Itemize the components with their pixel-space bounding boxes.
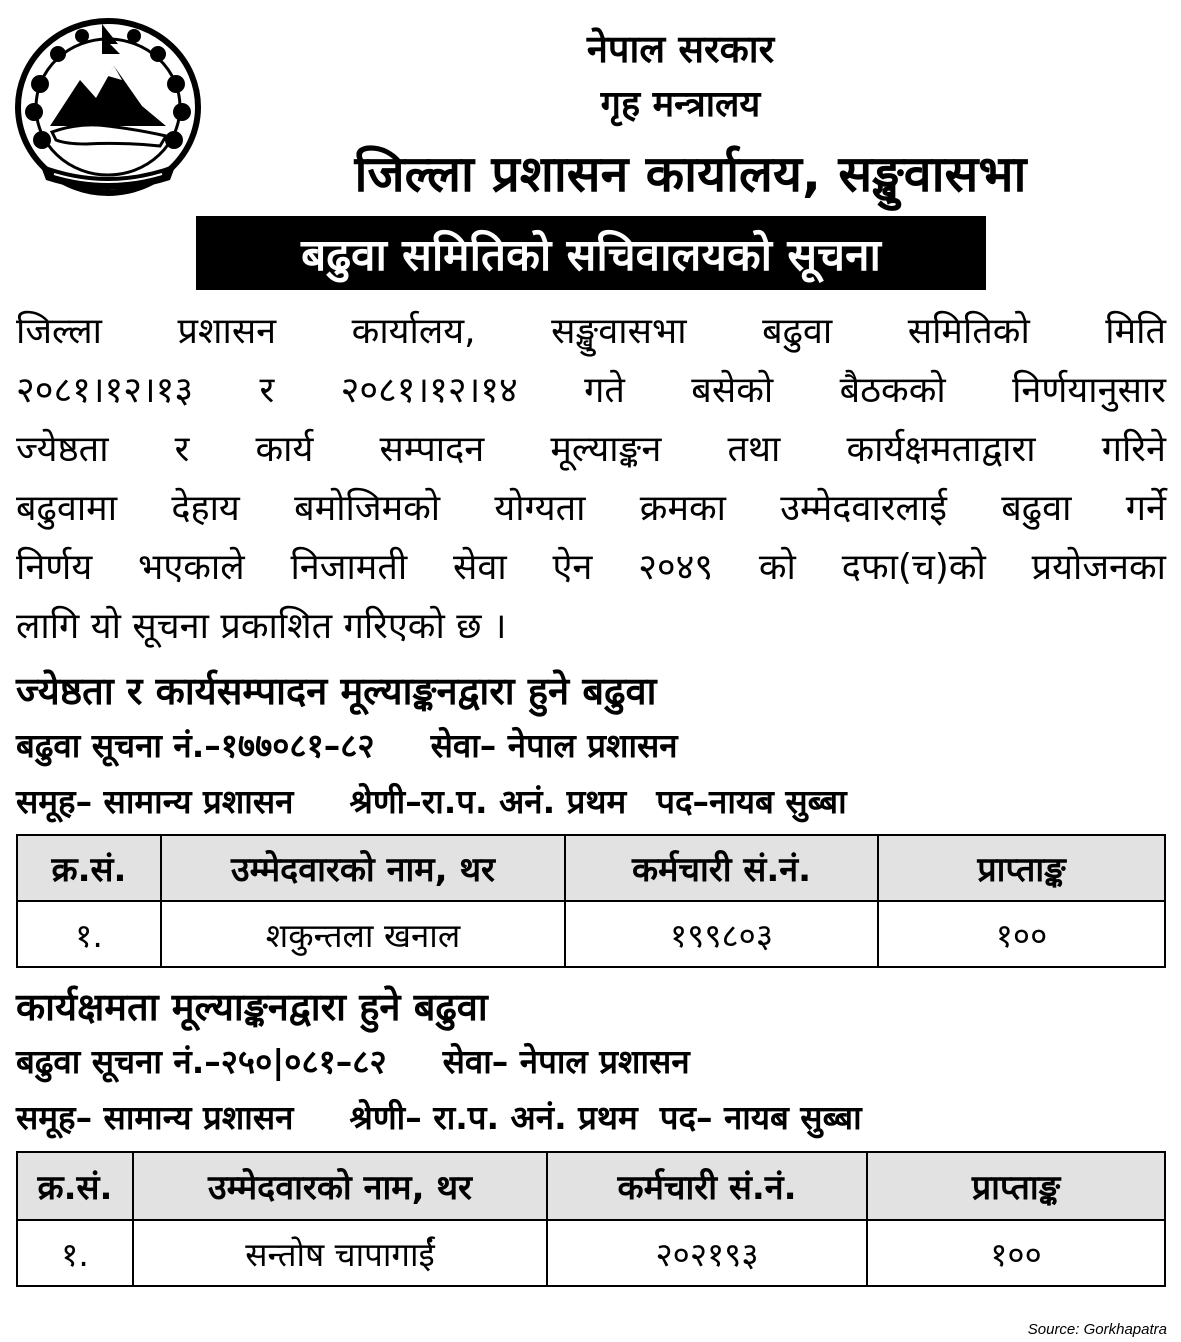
cell-employee-id: १९९८०३ xyxy=(565,901,878,967)
section2-post: पद– नायब सुब्बा xyxy=(659,1098,862,1137)
ministry-name: गृह मन्त्रालय xyxy=(600,84,761,125)
body-line: ज्येष्ठता र कार्य सम्पादन मूल्याङ्कन तथा कार्यक्षमताद्वारा गरिने xyxy=(16,429,1166,470)
office-name: जिल्ला प्रशासन कार्यालय, सङ्खुवासभा xyxy=(354,145,1027,203)
table-row xyxy=(17,901,1165,967)
table-row xyxy=(17,1220,1165,1286)
notice-body xyxy=(16,302,1166,656)
body-line: २०८१।१२।१३ र २०८१।१२।१४ गते बसेको बैठकको निर्णयानुसार xyxy=(16,370,1166,411)
cell-serial: १. xyxy=(17,1220,133,1286)
section1-class: श्रेणी–रा.प. अनं. प्रथम xyxy=(349,782,627,821)
body-line: बढुवामा देहाय बमोजिमको योग्यता क्रमका उम्मेदवारलाई बढुवा गर्ने xyxy=(16,488,1166,529)
cell-marks: १०० xyxy=(867,1220,1165,1286)
cell-marks: १०० xyxy=(878,901,1165,967)
body-line: निर्णय भएकाले निजामती सेवा ऐन २०४९ को दफा(च)को प्रयोजनका xyxy=(16,547,1166,588)
section1-notice-row xyxy=(16,722,678,767)
body-line: लागि यो सूचना प्रकाशित गरिएको छ । xyxy=(16,606,507,647)
section2-group: समूह– सामान्य प्रशासन xyxy=(16,1098,294,1137)
cell-candidate-name: शकुन्तला खनाल xyxy=(161,901,565,967)
section1-table xyxy=(16,834,1166,968)
section2-group-row xyxy=(16,1094,862,1139)
section1-post: पद–नायब सुब्बा xyxy=(656,782,847,821)
section2-service: सेवा– नेपाल प्रशासन xyxy=(442,1042,690,1081)
header-serial: क्र.सं. xyxy=(17,1152,133,1220)
government-name: नेपाल सरकार xyxy=(586,27,775,71)
header-candidate-name: उम्मेदवारको नाम, थर xyxy=(133,1152,547,1220)
section1-notice-no: बढुवा सूचना नं.–१७७०८१–८२ xyxy=(16,726,375,765)
header-candidate-name: उम्मेदवारको नाम, थर xyxy=(161,835,565,901)
header-serial: क्र.सं. xyxy=(17,835,161,901)
header-employee-id: कर्मचारी सं.नं. xyxy=(565,835,878,901)
cell-candidate-name: सन्तोष चापागाईं xyxy=(133,1220,547,1286)
table-header-row xyxy=(17,1152,1165,1220)
section1-title: ज्येष्ठता र कार्यसम्पादन मूल्याङ्कनद्वारा हुने बढुवा xyxy=(16,669,657,713)
section2-title: कार्यक्षमता मूल्याङ्कनद्वारा हुने बढुवा xyxy=(16,985,488,1029)
section2-notice-no: बढुवा सूचना नं.–२५०|०८१–८२ xyxy=(16,1042,387,1081)
section1-service: सेवा– नेपाल प्रशासन xyxy=(430,726,678,765)
cell-employee-id: २०२१९३ xyxy=(547,1220,867,1286)
section2-class: श्रेणी– रा.प. अनं. प्रथम xyxy=(349,1098,638,1137)
header-marks: प्राप्ताङ्क xyxy=(867,1152,1165,1220)
header-marks: प्राप्ताङ्क xyxy=(878,835,1165,901)
source-credit: Source: Gorkhapatra xyxy=(1027,1321,1167,1338)
notice-title: बढुवा समितिको सचिवालयको सूचना xyxy=(301,230,881,281)
body-line: जिल्ला प्रशासन कार्यालय, सङ्खुवासभा बढुवा समितिको मिति xyxy=(16,311,1166,352)
section2-table xyxy=(16,1151,1166,1287)
table-header-row xyxy=(17,835,1165,901)
cell-serial: १. xyxy=(17,901,161,967)
notice-title-banner xyxy=(196,216,986,290)
section2-notice-row xyxy=(16,1038,690,1083)
header-employee-id: कर्मचारी सं.नं. xyxy=(547,1152,867,1220)
section1-group: समूह– सामान्य प्रशासन xyxy=(16,782,294,821)
section1-group-row xyxy=(16,778,847,823)
